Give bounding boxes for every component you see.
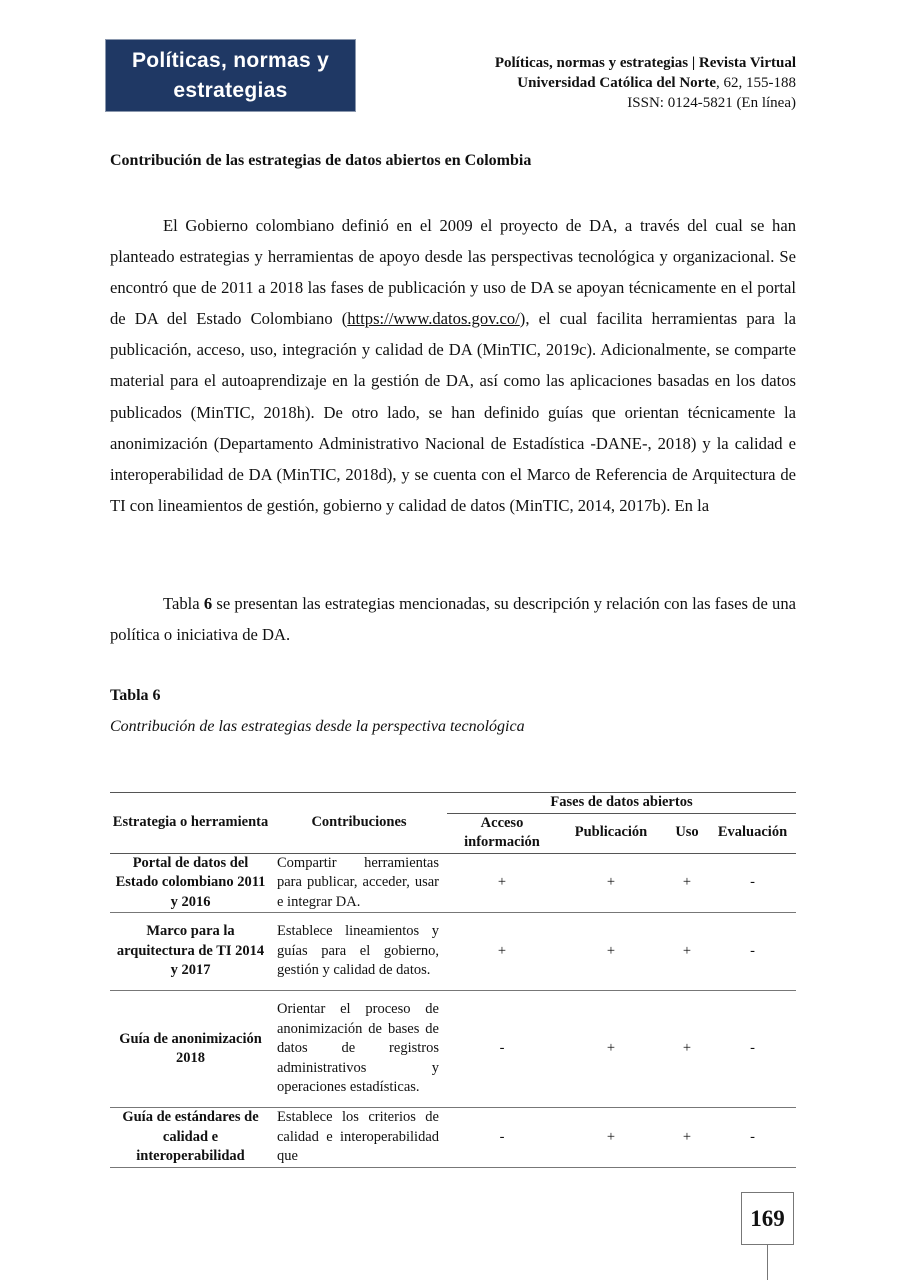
body-paragraph-1 [110, 210, 796, 521]
row-evaluation: - [709, 853, 796, 913]
table-caption: Contribución de las estrategias desde la perspectiva tecnológica [110, 718, 525, 735]
row-contribution: Establece los criterios de calidad e interoperabilidad que [271, 1108, 447, 1168]
row-access: - [447, 1108, 557, 1168]
header-contributions: Contribuciones [271, 793, 447, 854]
section-badge [105, 39, 356, 112]
datos-gov-link[interactable]: https://www.datos.gov.co/ [347, 309, 520, 329]
paragraph-1-text-a: El Gobierno colombiano definió en el 2009 el proyecto de DA, a través del cual se han planteado estrategias y herramientas de apoyo desde las perspectivas tecnológica y organizacional. Se encontró que de 2011 a 2018 las fases de publicación y uso de DA se apoyan técnicamente en el portal de DA del Estado Colombiano ( [110, 216, 796, 329]
paragraph-2-text: se presentan las estrategias mencionadas, su descripción y relación con las fases de una política o iniciativa de DA. [110, 594, 797, 645]
header-evaluation: Evaluación [709, 813, 796, 853]
journal-title: Políticas, normas y estrategias | Revista Virtual [494, 55, 796, 71]
row-contribution: Establece lineamientos y guías para el gobierno, gestión y calidad de datos. [271, 913, 447, 991]
row-access: - [447, 991, 557, 1108]
row-publication: + [557, 853, 665, 913]
table-label: Tabla 6 [110, 687, 161, 704]
paragraph-2-table-ref: 6 [203, 594, 213, 613]
body-paragraph-2 [110, 588, 796, 650]
row-access: + [447, 853, 557, 913]
running-header [495, 53, 796, 113]
section-title: Contribución de las estrategias de datos abiertos en Colombia [110, 152, 532, 169]
page-number-rule [767, 1245, 768, 1280]
row-publication: + [557, 1108, 665, 1168]
badge-line-2: estrategias [173, 78, 288, 102]
badge-line-1: Políticas, normas y [131, 48, 330, 72]
row-publication: + [557, 913, 665, 991]
paragraph-2-lead: Tabla [163, 594, 204, 613]
issn: ISSN: 0124-5821 (En línea) [627, 95, 796, 111]
row-access: + [447, 913, 557, 991]
table-row [110, 853, 796, 913]
table-row [110, 1108, 796, 1168]
header-strategy: Estrategia o herramienta [110, 793, 271, 854]
row-use: + [665, 853, 709, 913]
row-strategy: Portal de datos del Estado colombiano 2011 y 2016 [110, 853, 271, 913]
page-number: 169 [741, 1192, 794, 1245]
header-phases-group: Fases de datos abiertos [447, 793, 796, 814]
row-use: + [665, 913, 709, 991]
header-use: Uso [665, 813, 709, 853]
row-contribution: Compartir herramientas para publicar, acceder, usar e integrar DA. [271, 853, 447, 913]
header-publication: Publicación [557, 813, 665, 853]
row-evaluation: - [709, 913, 796, 991]
row-use: + [665, 1108, 709, 1168]
row-evaluation: - [709, 1108, 796, 1168]
table-row [110, 991, 796, 1108]
header-access: Acceso información [447, 813, 557, 853]
paragraph-1-text-b: ), el cual facilita herramientas para la publicación, acceso, uso, integración y calidad de DA (MinTIC, 2019c). Adicionalmente, se comparte material para el autoaprendizaje en la gestión de DA, así como las aplicaciones basadas en los datos publicados (MinTIC, 2018h). De otro lado, se han definido guías que orientan técnicamente la anonimización (Departamento Administrativo Nacional de Estadística -DANE-, 2018) y la calidad e interoperabilidad de DA (MinTIC, 2018d), y se cuenta con el Marco de Referencia de Arquitectura de TI con lineamientos de gestión, gobierno y calidad de datos (MinTIC, 2014, 2017b). En la [110, 309, 796, 515]
university-name: Universidad Católica del Norte [517, 75, 716, 91]
strategies-table [110, 792, 796, 1168]
row-evaluation: - [709, 991, 796, 1108]
row-publication: + [557, 991, 665, 1108]
table-row [110, 913, 796, 991]
row-strategy: Guía de anonimización 2018 [110, 991, 271, 1108]
row-contribution: Orientar el proceso de anonimización de bases de datos de registros administrativos y operaciones estadísticas. [271, 991, 447, 1108]
row-strategy: Marco para la arquitectura de TI 2014 y 2017 [110, 913, 271, 991]
row-use: + [665, 991, 709, 1108]
row-strategy: Guía de estándares de calidad e interoperabilidad [110, 1108, 271, 1168]
issue-info: , 62, 155-188 [716, 75, 796, 91]
